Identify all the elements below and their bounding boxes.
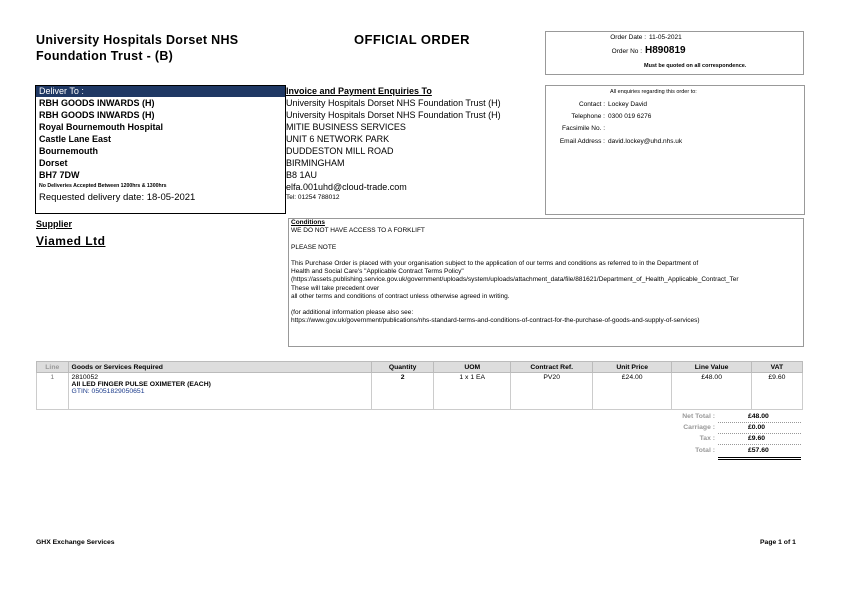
order-date-label: Order Date : [610,34,646,41]
contact-note: All enquiries regarding this order to: [610,89,697,95]
invoice-line: MITIE BUSINESS SERVICES [286,122,406,132]
item-gtin: GTIN: 05051829050651 [71,388,145,395]
conditions-line: all other terms and conditions of contract unless otherwise agreed in writing. [291,292,510,300]
conditions-line: PLEASE NOTE [291,243,337,251]
invoice-line: University Hospitals Dorset NHS Foundation Trust (H) [286,98,501,108]
conditions-line: Health and Social Care's "Applicable Contract Terms Policy" [291,268,464,276]
deliver-line: RBH GOODS INWARDS (H) [39,110,155,120]
totals-rule [718,433,801,434]
order-items-table [36,361,803,410]
total-label: Total : [695,447,715,454]
conditions-line [289,301,803,309]
supplier-name: Viamed Ltd [36,234,106,248]
col-line-value: Line Value [672,362,751,373]
deliver-line: RBH GOODS INWARDS (H) [39,98,155,108]
col-line: Line [37,362,69,373]
item-code: 2810052 [71,374,99,381]
table-header-row [37,362,803,373]
col-goods: Goods or Services Required [68,362,372,373]
col-uom: UOM [434,362,511,373]
conditions-heading: Conditions [291,219,325,226]
carriage-label: Carriage : [683,424,715,431]
requested-delivery-date: Requested delivery date: 18-05-2021 [39,192,196,203]
totals-rule [718,444,801,445]
organisation-line-1: University Hospitals Dorset NHS [36,33,239,47]
order-date-value: 11-05-2021 [649,34,682,41]
invoice-line: BIRMINGHAM [286,158,345,168]
contact-value: Lockey David [608,101,648,108]
conditions-line: WE DO NOT HAVE ACCESS TO A FORKLIFT [291,227,425,235]
organisation-line-2: Foundation Trust - (B) [36,49,174,63]
contact-box [545,85,805,215]
footer-left: GHX Exchange Services [36,539,115,546]
deliver-to-box [35,85,286,214]
order-info-box [545,31,804,75]
cell-goods [68,373,372,410]
totals-double-rule [718,457,801,460]
net-total-value: £48.00 [748,413,769,420]
totals-rule [718,422,801,423]
col-vat: VAT [751,362,802,373]
conditions-box [288,218,804,347]
delivery-hours-note: No Deliveries Accepted Between 1200hrs & 1300hrs [39,183,167,189]
supplier-label: Supplier [36,219,73,229]
carriage-value: £0.00 [748,424,766,431]
contact-label: Contact : [578,101,605,108]
deliver-to-heading: Deliver To : [36,86,285,97]
organisation-name [36,32,238,64]
deliver-line: Bournemouth [39,146,98,156]
document-title: OFFICIAL ORDER [354,32,470,47]
cell-unit-price: £24.00 [592,373,671,410]
quote-note: Must be quoted on all correspondence. [644,63,747,69]
deliver-line: Royal Bournemouth Hospital [39,122,164,132]
order-no-value: H890819 [645,45,686,56]
col-contract-ref: Contract Ref. [511,362,593,373]
email-label: Email Address : [559,138,605,145]
deliver-line: Dorset [39,158,68,168]
item-description: All LED FINGER PULSE OXIMETER (EACH) [71,381,211,388]
deliver-line: BH7 7DW [39,170,80,180]
footer-page-number: Page 1 of 1 [760,539,796,546]
invoice-heading: Invoice and Payment Enquiries To [286,86,432,96]
conditions-line: (https://assets.publishing.service.gov.uk/government/uploads/system/uploads/attachment_data/file/881621/Department_of_Health_Applicable_Contract_Ter [291,276,739,284]
total-value: £57.60 [748,447,769,454]
cell-quantity: 2 [372,373,434,410]
invoice-line: B8 1AU [286,170,318,180]
tax-value: £9.60 [748,435,766,442]
telephone-value: 0300 019 6276 [608,113,652,120]
cell-line-value: £48.00 [672,373,751,410]
conditions-line: This Purchase Order is placed with your organisation subject to the application of our terms and conditions as referred to in the Department of [291,260,699,268]
conditions-line: These will take precedent over [291,284,380,292]
cell-vat: £9.60 [751,373,802,410]
table-row [37,373,803,410]
invoice-line: UNIT 6 NETWORK PARK [286,134,390,144]
col-unit-price: Unit Price [592,362,671,373]
invoice-line: University Hospitals Dorset NHS Foundation Trust (H) [286,110,501,120]
telephone-label: Telephone : [571,113,605,120]
net-total-label: Net Total : [682,413,715,420]
invoice-telephone: Tel: 01254 788012 [286,194,340,201]
cell-uom: 1 x 1 EA [434,373,511,410]
conditions-line [289,235,803,243]
col-quantity: Quantity [372,362,434,373]
tax-label: Tax : [699,435,715,442]
conditions-line: https://www.gov.uk/government/publications/nhs-standard-terms-and-conditions-of-contract-for-the-purchase-of-goods-and-supply-of-services) [291,317,700,325]
deliver-line: Castle Lane East [39,134,112,144]
order-no-label: Order No : [611,48,642,55]
invoice-line: DUDDESTON MILL ROAD [286,146,394,156]
email-value: david.lockey@uhd.nhs.uk [608,138,683,145]
invoice-enquiries [286,85,544,213]
conditions-line [289,252,803,260]
invoice-email: elfa.001uhd@cloud-trade.com [286,182,407,192]
cell-line: 1 [37,373,69,410]
conditions-line: (for additional information please also see: [291,309,414,317]
facsimile-label: Facsimile No. : [562,125,605,132]
cell-contract-ref: PV20 [511,373,593,410]
